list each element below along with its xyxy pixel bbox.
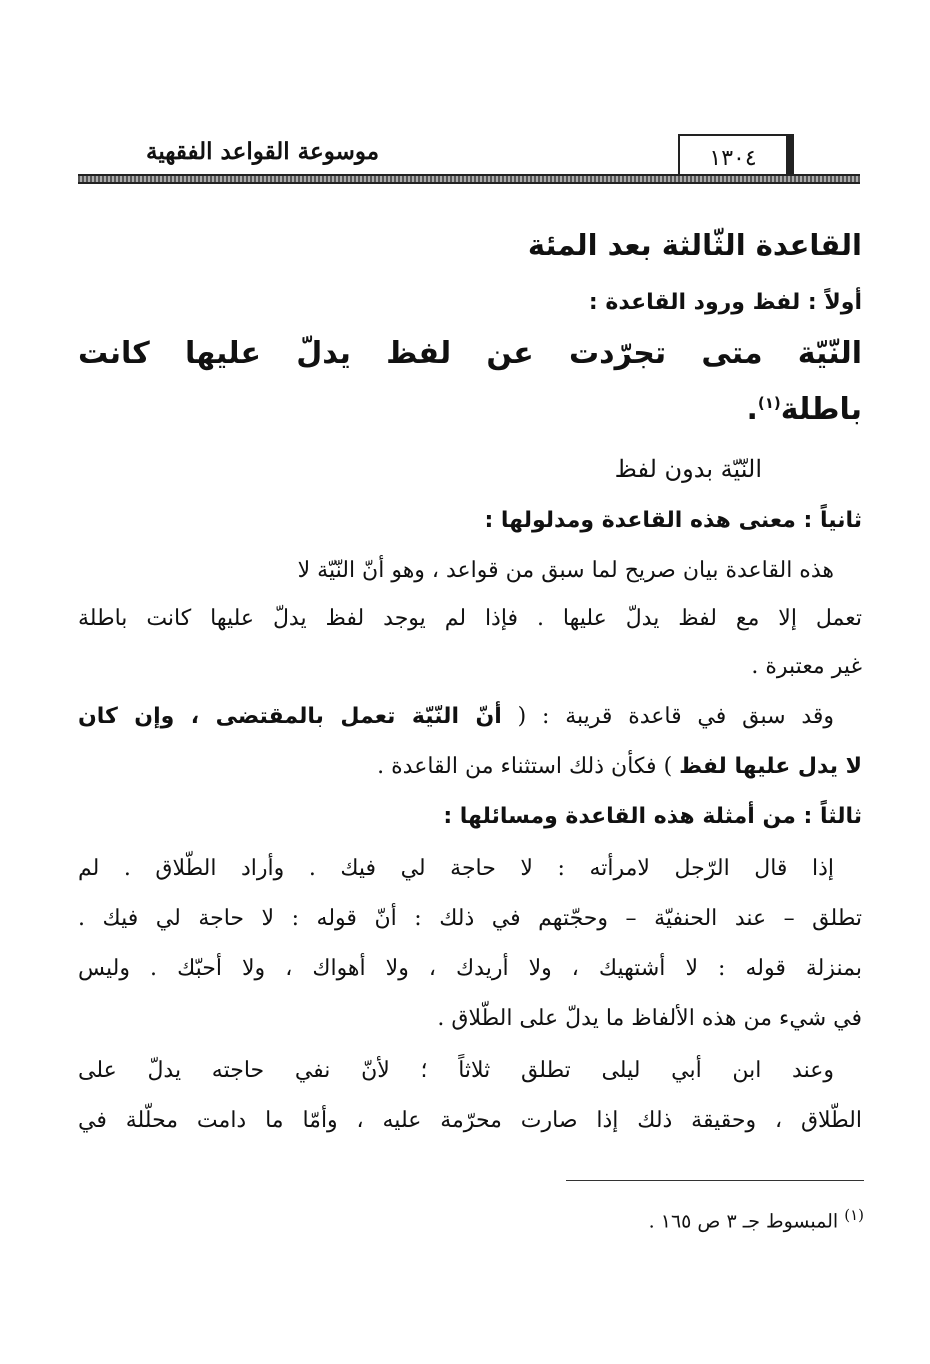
footnote-marker: (١) bbox=[757, 394, 781, 412]
paragraph-4-line-1: وعند ابن أبي ليلى تطلق ثلاثاً ؛ لأنّ نفي حاجته يدلّ على bbox=[78, 1058, 834, 1083]
section-heading-2: ثانياً : معنى هذه القاعدة ومدلولها : bbox=[484, 508, 862, 533]
paragraph-3-line-1: إذا قال الرّجل لامرأته : لا حاجة لي فيك . وأراد الطّلاق . لم bbox=[78, 856, 834, 881]
rule-title: القاعدة الثّالثة بعد المئة bbox=[527, 228, 862, 262]
paragraph-4-line-2: الطّلاق ، وحقيقة ذلك إذا صارت محرّمة عليه ، وأمّا ما دامت محلّلة في bbox=[78, 1108, 862, 1133]
page-header bbox=[78, 128, 860, 188]
paragraph-3-line-3: بمنزلة قوله : لا أشتهيك ، ولا أريدك ، ولا أهواك ، ولا أحبّك . وليس bbox=[78, 956, 862, 981]
footnote-separator bbox=[566, 1180, 864, 1181]
paragraph-3-line-4: في شيء من هذه الألفاظ ما يدلّ على الطّلاق . bbox=[437, 1006, 862, 1031]
paragraph-3-line-2: تطلق – عند الحنفيّة – وحجّتهم في ذلك : أنّ قوله : لا حاجة لي فيك . bbox=[78, 906, 862, 931]
paragraph-1-line-1: هذه القاعدة بيان صريح لما سبق من قواعد ، وهو أنّ النّيّة لا bbox=[297, 558, 834, 583]
footnote bbox=[649, 1206, 864, 1232]
paragraph-2-text-2: ) فكأن ذلك استثناء من القاعدة . bbox=[377, 754, 673, 779]
paragraph-1-line-3: غير معتبرة . bbox=[751, 654, 862, 679]
caption: النّيّة بدون لفظ bbox=[614, 455, 762, 483]
paragraph-2-bold-2: لا يدل عليها لفظ bbox=[679, 754, 862, 779]
section-heading-3: ثالثاً : من أمثلة هذه القاعدة ومسائلها : bbox=[443, 804, 862, 829]
header-rule bbox=[78, 174, 860, 184]
footnote-number: (١) bbox=[844, 1206, 864, 1224]
book-title: موسوعة القواعد الفقهية bbox=[146, 138, 380, 165]
rule-text-word: باطلة bbox=[780, 392, 862, 427]
paragraph-2-line-2 bbox=[377, 754, 862, 779]
rule-text-line-2 bbox=[746, 392, 862, 427]
page-number: ١٣٠٤ bbox=[678, 134, 794, 182]
section-heading-1: أولاً : لفظ ورود القاعدة : bbox=[588, 290, 862, 315]
rule-text-line-1: النّيّة متى تجرّدت عن لفظ يدلّ عليها كانت bbox=[78, 336, 862, 371]
paragraph-2-text: وقد سبق في قاعدة قريبة : ( bbox=[517, 704, 835, 729]
paragraph-2-bold: أنّ النّيّة تعمل بالمقتضى ، وإن كان bbox=[78, 704, 502, 729]
paragraph-2-line-1 bbox=[78, 704, 834, 729]
footnote-text: المبسوط جـ ٣ ص ١٦٥ . bbox=[648, 1210, 839, 1233]
paragraph-1-line-2: تعمل إلا مع لفظ يدلّ عليها . فإذا لم يوجد لفظ يدلّ عليها كانت باطلة bbox=[78, 606, 862, 631]
rule-text-end: . bbox=[746, 392, 758, 427]
